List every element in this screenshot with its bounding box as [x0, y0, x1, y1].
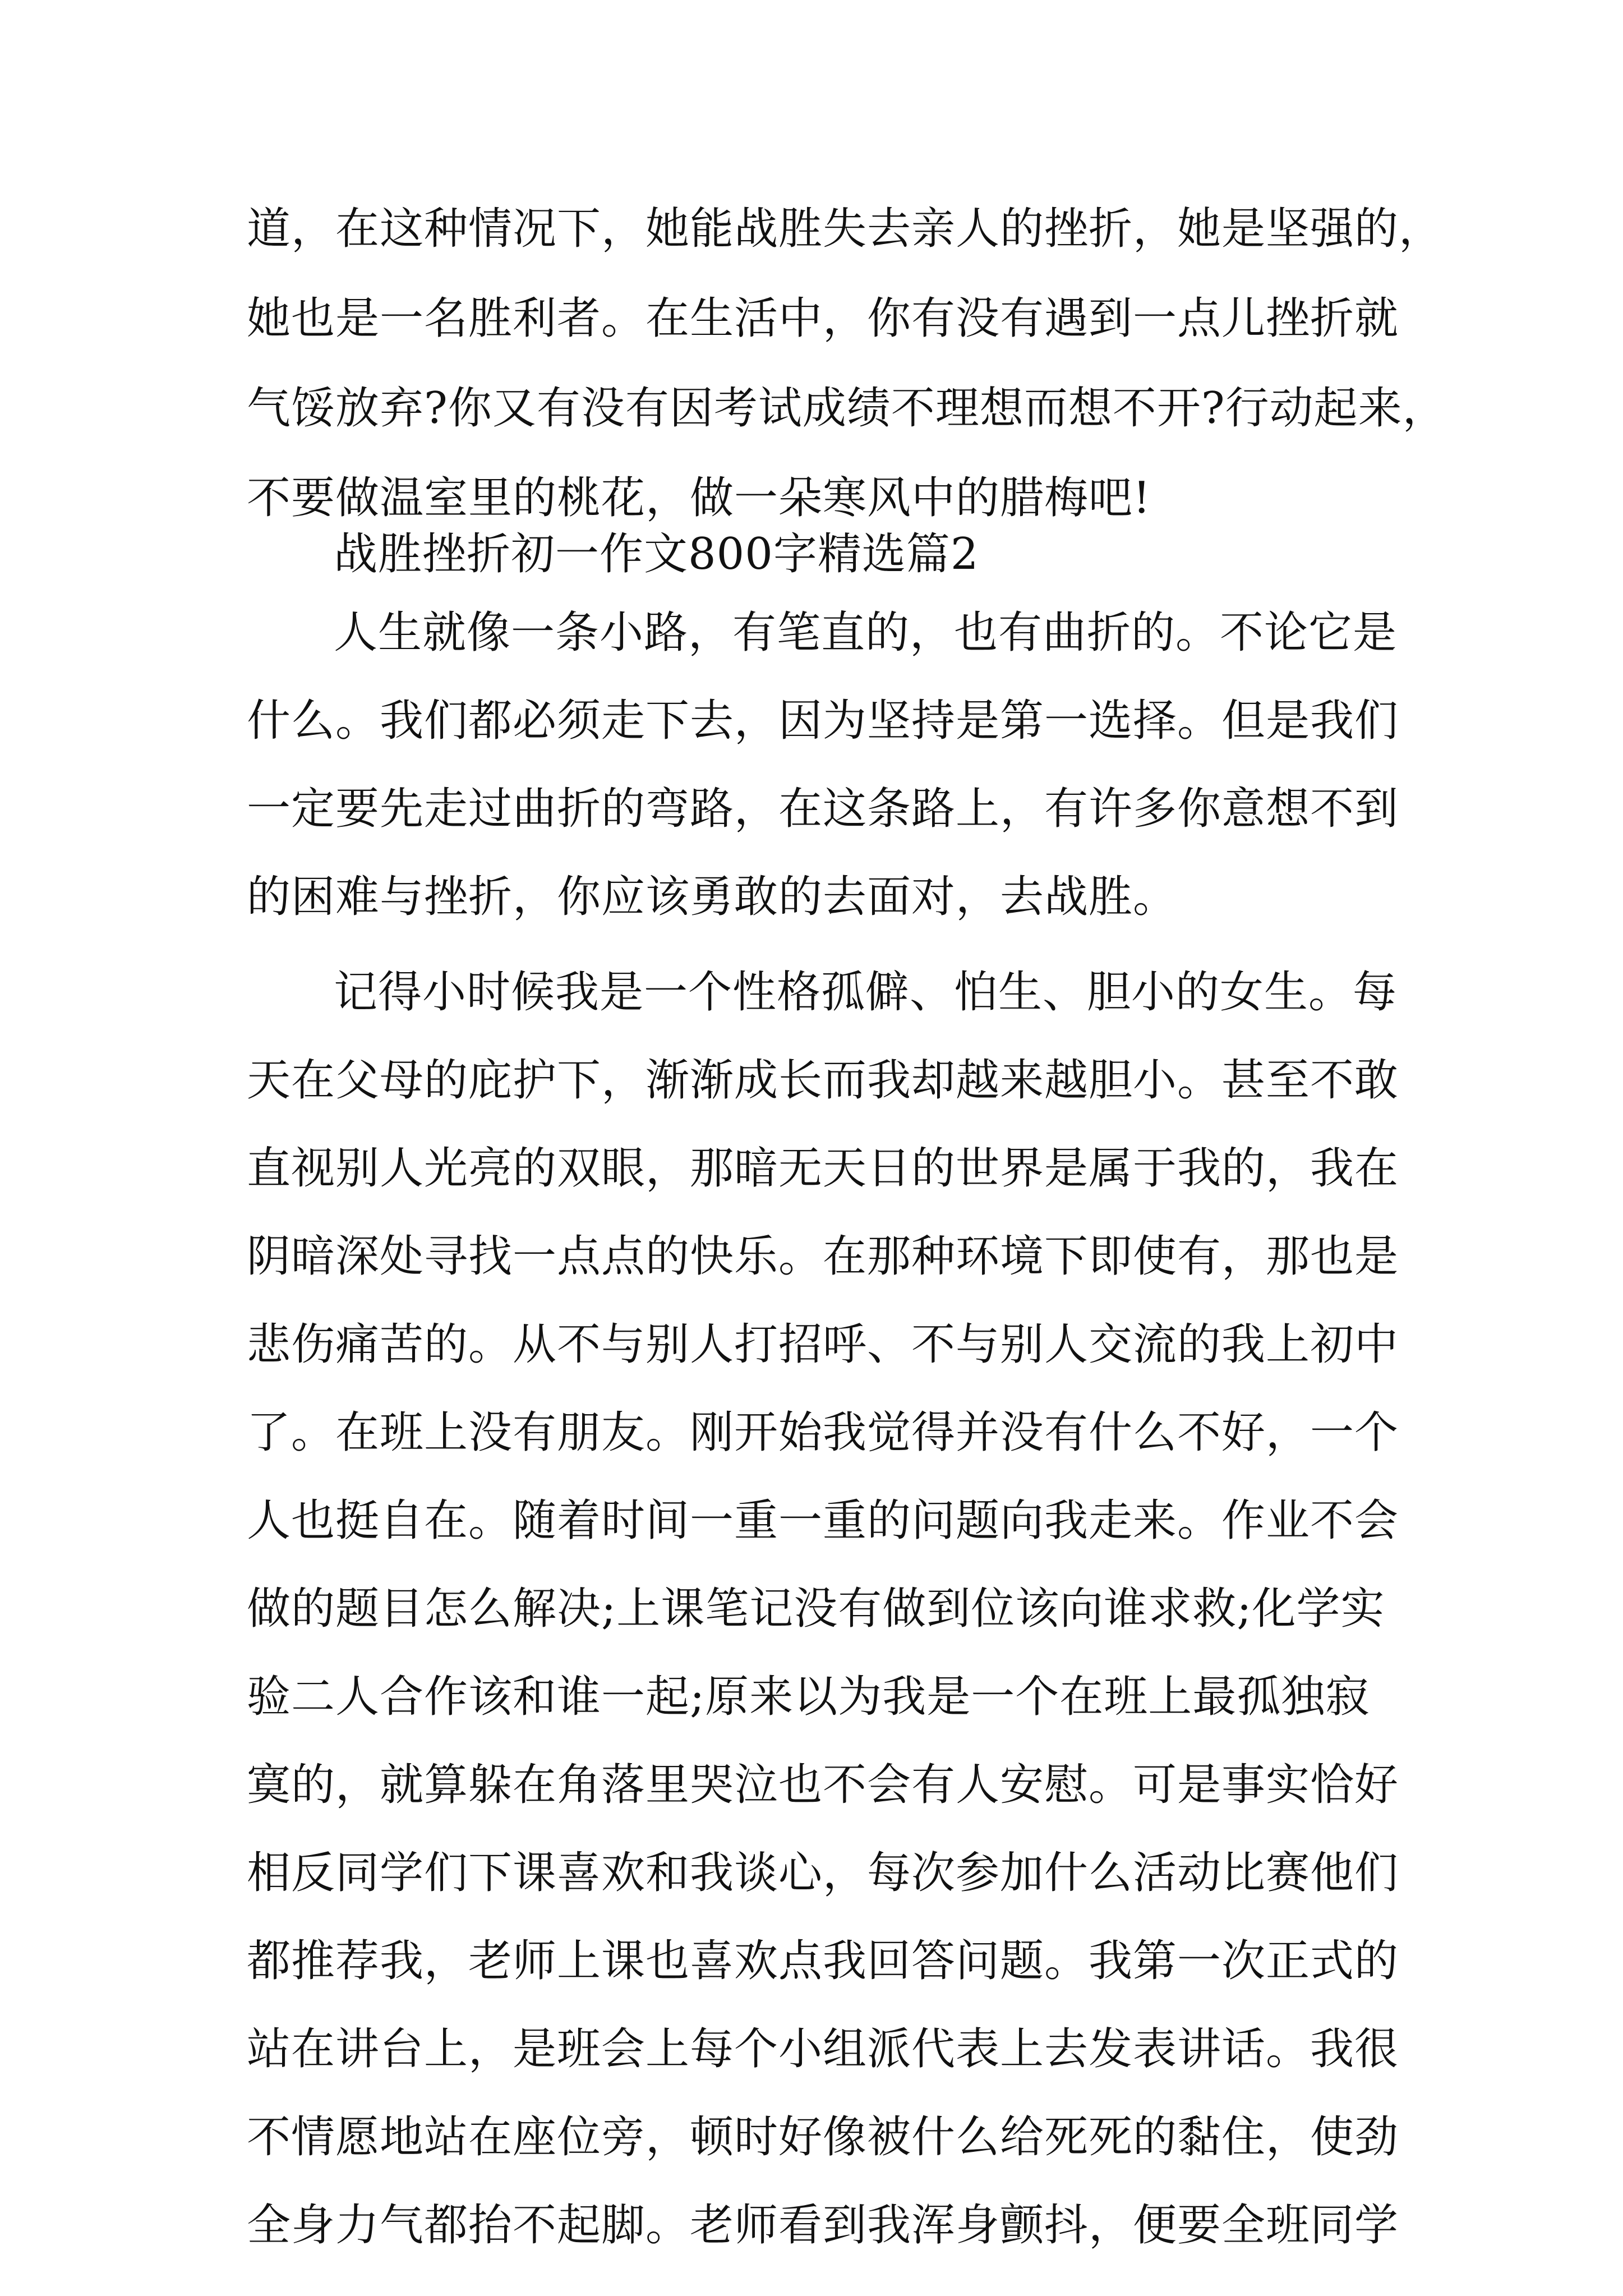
- section-heading: 战胜挫折初一作文800字精选篇2: [334, 529, 979, 579]
- text-line: 相反同学们下课喜欢和我谈心，每次参加什么活动比赛他们: [247, 1848, 1399, 1898]
- text-line: 道，在这种情况下，她能战胜失去亲人的挫折，她是坚强的，: [247, 204, 1444, 254]
- text-line: 不要做温室里的桃花，做一朵寒风中的腊梅吧!: [247, 473, 1151, 523]
- text-line: 的困难与挫折，你应该勇敢的去面对，去战胜。: [247, 872, 1178, 922]
- text-line: 人也挺自在。随着时间一重一重的问题向我走来。作业不会: [247, 1496, 1399, 1546]
- text-line: 悲伤痛苦的。从不与别人打招呼、不与别人交流的我上初中: [247, 1319, 1399, 1370]
- text-line: 做的题目怎么解决;上课笔记没有做到位该向谁求救;化学实: [247, 1584, 1385, 1634]
- text-line: 天在父母的庇护下，渐渐成长而我却越来越胆小。甚至不敢: [247, 1055, 1399, 1106]
- text-line: 都推荐我，老师上课也喜欢点我回答问题。我第一次正式的: [247, 1936, 1399, 1986]
- text-line: 直视别人光亮的双眼，那暗无天日的世界是属于我的，我在: [247, 1143, 1399, 1194]
- text-line: 她也是一名胜利者。在生活中，你有没有遇到一点儿挫折就: [247, 293, 1399, 344]
- text-line: 气馁放弃?你又有没有因考试成绩不理想而想不开?行动起来，: [247, 383, 1447, 434]
- text-line: 站在讲台上，是班会上每个小组派代表上去发表讲话。我很: [247, 2024, 1399, 2074]
- text-line: 验二人合作该和谁一起;原来以为我是一个在班上最孤独寂: [247, 1672, 1370, 1722]
- text-line: 不情愿地站在座位旁，顿时好像被什么给死死的黏住，使劲: [247, 2112, 1399, 2162]
- text-line: 了。在班上没有朋友。刚开始我觉得并没有什么不好，一个: [247, 1407, 1399, 1458]
- text-line: 阴暗深处寻找一点点的快乐。在那种环境下即使有，那也是: [247, 1231, 1399, 1282]
- text-line: 什么。我们都必须走下去，因为坚持是第一选择。但是我们: [247, 696, 1399, 746]
- text-line: 寞的，就算躲在角落里哭泣也不会有人安慰。可是事实恰好: [247, 1760, 1399, 1810]
- text-line: 全身力气都抬不起脚。老师看到我浑身颤抖，便要全班同学: [247, 2200, 1399, 2251]
- text-line: 一定要先走过曲折的弯路，在这条路上，有许多你意想不到: [247, 784, 1399, 834]
- text-line: 人生就像一条小路，有笔直的，也有曲折的。不论它是: [334, 608, 1398, 658]
- text-line: 记得小时候我是一个性格孤僻、怕生、胆小的女生。每: [334, 967, 1398, 1018]
